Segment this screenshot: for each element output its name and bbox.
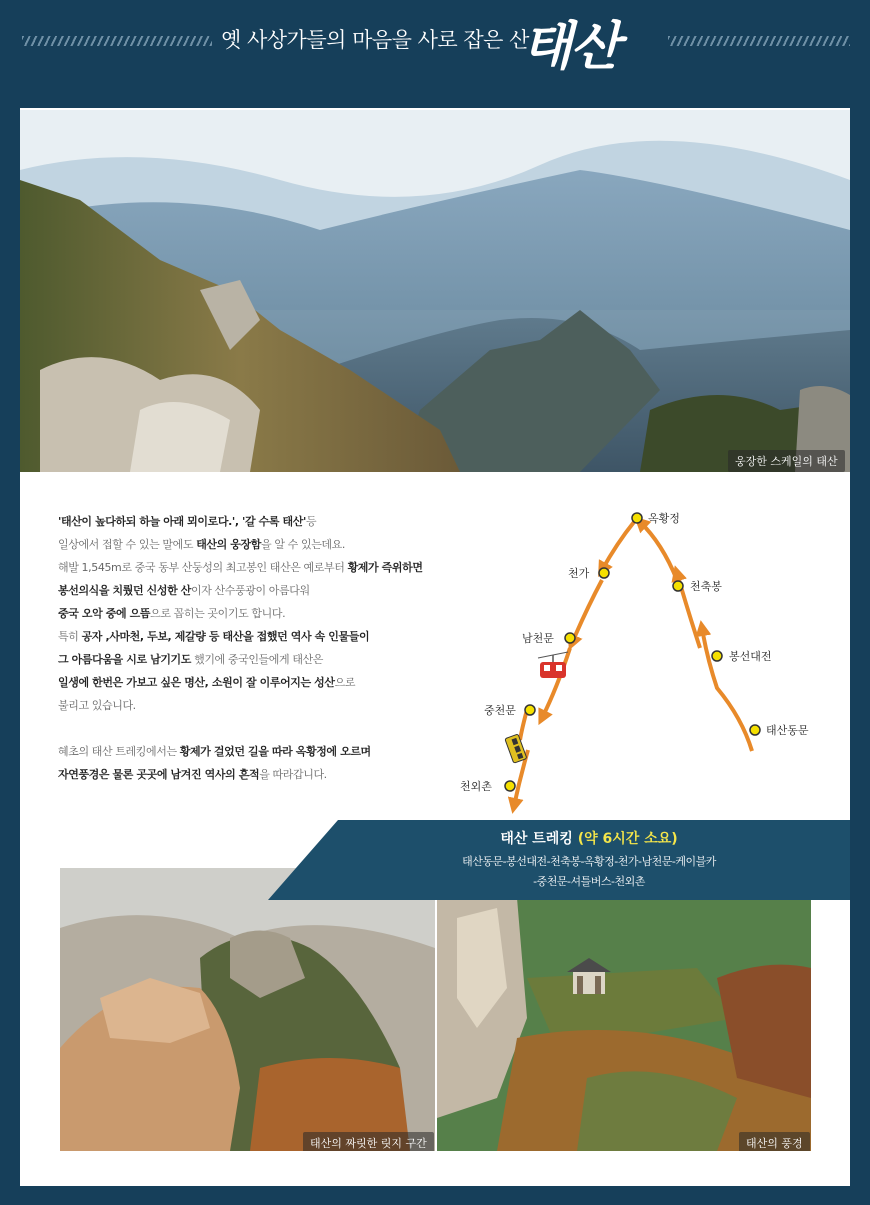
intro-segment: 혜초의 태산 트레킹에서는 — [58, 745, 180, 758]
intro-line — [58, 763, 498, 786]
intro-line — [58, 556, 498, 579]
route-point-label: 중천문 — [484, 704, 516, 717]
route-segment — [702, 628, 752, 751]
intro-emphasis: 태산의 웅장함 — [196, 538, 261, 551]
intro-line — [58, 740, 498, 763]
intro-line — [58, 625, 498, 648]
intro-segment: 등 — [305, 515, 317, 528]
ridge-photo — [60, 868, 435, 1151]
header — [0, 0, 870, 108]
intro-emphasis: 황제가 즉위하면 — [347, 561, 423, 574]
shuttle-bus-icon — [505, 734, 527, 763]
cable-car-icon — [538, 652, 568, 678]
intro-line — [58, 694, 498, 717]
intro-segment: 불리고 있습니다. — [58, 699, 136, 712]
landscape-caption: 태산의 풍경 — [739, 1132, 810, 1151]
intro-line — [58, 533, 498, 556]
intro-line — [58, 671, 498, 694]
trekking-route-line: -중천문-셔틀버스-천외촌 — [533, 875, 645, 888]
route-point-taesandongmun — [750, 723, 809, 737]
trekking-title-text: 태산 트레킹 — [500, 831, 578, 847]
header-subtitle: 옛 사상가들의 마음을 사로 잡은 산 — [221, 28, 529, 52]
route-map — [452, 488, 850, 818]
route-point-label: 천외촌 — [460, 780, 492, 793]
trekking-route-line: 태산동문-봉선대전-천축봉-옥황정-천가-남천문-케이블카 — [462, 855, 716, 868]
intro-emphasis: 황제가 걸었던 길을 따라 옥황정에 오르며 — [179, 745, 371, 758]
intro-emphasis: 공자 ,사마천, 두보, 제갈량 등 태산을 접했던 역사 속 인물들이 — [81, 630, 370, 643]
intro-text — [58, 510, 498, 786]
route-segment — [542, 648, 570, 718]
route-point-label: 봉선대전 — [729, 650, 772, 663]
trekking-route — [268, 852, 850, 892]
intro-emphasis: 중국 오악 중에 으뜸 — [58, 607, 151, 620]
route-point-cheonoechon — [460, 779, 515, 793]
route-point-label: 천축봉 — [690, 580, 722, 593]
header-hatch-left — [22, 36, 212, 46]
intro-line — [58, 648, 498, 671]
intro-segment: 특히 — [58, 630, 82, 643]
ridge-illustration — [60, 868, 435, 1151]
intro-line — [58, 602, 498, 625]
intro-emphasis: 자연풍경은 물론 곳곳에 남겨진 역사의 흔적 — [58, 768, 260, 781]
intro-emphasis: '태산이 높다하되 하늘 아래 뫼이로다.', '갈 수록 태산' — [58, 515, 306, 528]
route-point-okhwangjeong — [632, 511, 680, 525]
intro-segment: 이자 산수풍광이 아름다워 — [191, 584, 310, 597]
trekking-title — [268, 828, 850, 848]
route-segment — [602, 522, 634, 570]
intro-segment: 으로 꼽히는 곳이기도 합니다. — [150, 607, 286, 620]
route-point-cheonchukbong — [673, 579, 722, 593]
route-segment — [572, 580, 602, 643]
intro-segment: 을 따라갑니다. — [259, 768, 327, 781]
route-point-label: 옥황정 — [648, 512, 680, 525]
intro-emphasis: 그 아름다움을 시로 남기기도 — [58, 653, 191, 666]
content-panel — [20, 108, 850, 1186]
hero-caption: 웅장한 스케일의 태산 — [728, 450, 845, 472]
intro-line — [58, 579, 498, 602]
route-point-namcheonmun — [522, 631, 575, 645]
route-point-label: 태산동문 — [766, 724, 809, 737]
trekking-duration: (약 6시간 소요) — [577, 831, 678, 847]
landscape-illustration — [437, 898, 811, 1151]
route-segment — [640, 522, 677, 580]
header-hatch-right — [668, 36, 850, 46]
intro-segment: 해발 1,545m로 중국 동부 산둥성의 최고봉인 태산은 예로부터 — [58, 561, 348, 574]
intro-segment: 을 알 수 있는데요. — [261, 538, 345, 551]
intro-line — [58, 510, 498, 533]
route-point-label: 남천문 — [522, 632, 554, 645]
route-point-bongseondaejeon — [712, 649, 772, 663]
intro-emphasis: 일생에 한번은 가보고 싶은 명산, 소원이 잘 이루어지는 성산 — [58, 676, 335, 689]
intro-segment: 일상에서 접할 수 있는 말에도 — [58, 538, 197, 551]
landscape-photo — [437, 898, 811, 1151]
route-point-jungcheonmun — [484, 703, 535, 717]
intro-segment: 했기에 중국인들에게 태산은 — [191, 653, 324, 666]
route-point-cheonga — [568, 566, 609, 580]
route-point-label: 천가 — [568, 567, 590, 580]
intro-segment: 으로 — [334, 676, 356, 689]
header-title: 태산 — [522, 17, 619, 77]
hero-illustration — [20, 110, 850, 472]
intro-emphasis: 봉선의식을 치뤘던 신성한 산 — [58, 584, 191, 597]
ridge-caption: 태산의 짜릿한 릿지 구간 — [303, 1132, 434, 1151]
hero-mountain-image — [20, 110, 850, 472]
